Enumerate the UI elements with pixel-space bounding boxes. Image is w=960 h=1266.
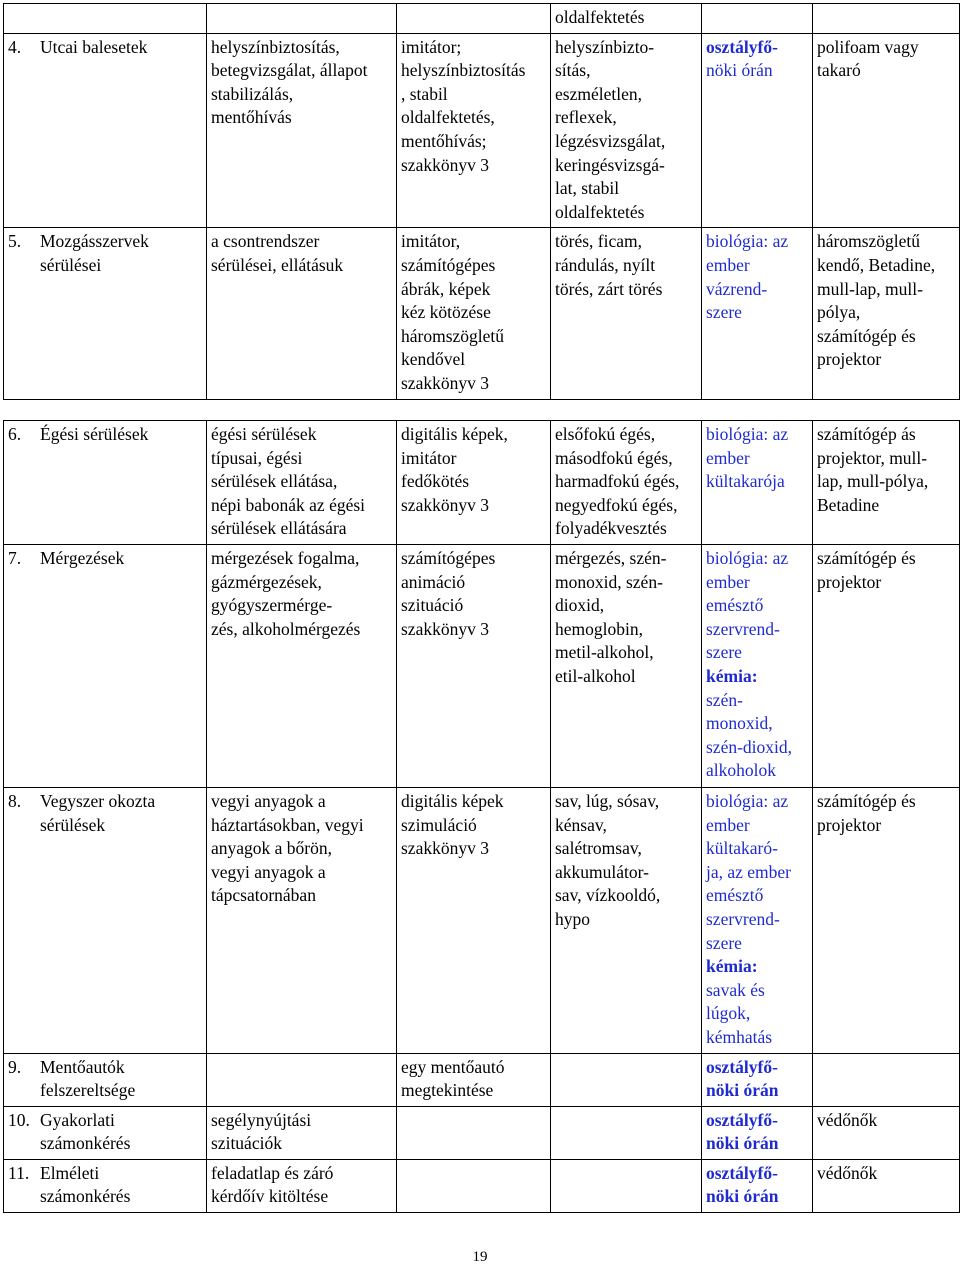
topic-cell [4, 1159, 207, 1212]
topic-cell [4, 787, 207, 1053]
equipment-line: háromszögletű [817, 231, 921, 252]
concepts-line: negyedfokú égés, [555, 494, 678, 515]
content-line: segélynyújtási [211, 1109, 312, 1130]
content-line: sérülések ellátása, [211, 471, 338, 492]
concepts-line: etil-alkohol [555, 665, 636, 686]
tools-line: számítógépes [401, 254, 496, 275]
tools-line: számítógépes [401, 547, 496, 568]
content-cell [207, 4, 397, 34]
content-line: vegyi anyagok a [211, 790, 326, 811]
tools-cell [397, 787, 551, 1053]
connections-line: osztályfő- [706, 36, 778, 57]
topic-cell [4, 4, 207, 34]
concepts-line: salétromsav, [555, 838, 642, 859]
equipment-line: projektor [817, 571, 882, 592]
connections-cell [702, 228, 813, 399]
content-line: típusai, égési [211, 447, 303, 468]
concepts-cell [551, 33, 702, 228]
tools-line: megtekintése [401, 1080, 494, 1101]
tools-cell [397, 4, 551, 34]
concepts-line: sav, vízkooldó, [555, 885, 661, 906]
tools-line: oldalfektetés, [401, 107, 495, 128]
content-line: stabilizálás, [211, 83, 294, 104]
row-number: 8. [8, 790, 22, 811]
connections-line: biológia: az [706, 231, 789, 252]
tools-line: ábrák, képek [401, 278, 491, 299]
topic-cell [4, 544, 207, 787]
tools-line: mentőhívás; [401, 130, 487, 151]
row-number: 11. [8, 1162, 30, 1183]
content-cell [207, 544, 397, 787]
content-line: gázmérgezések, [211, 571, 322, 592]
equipment-line: védőnők [817, 1162, 878, 1183]
tools-line: szakkönyv 3 [401, 838, 489, 859]
connections-line: szervrend- [706, 908, 780, 929]
tools-line: helyszínbiztosítás [401, 60, 526, 81]
connections-line: osztályfő- [706, 1056, 778, 1077]
equipment-line: takaró [817, 60, 861, 81]
row-number: 5. [8, 231, 22, 252]
table-row [4, 228, 960, 399]
connections-cell [702, 787, 813, 1053]
concepts-line: sav, lúg, sósav, [555, 790, 660, 811]
topic-line [8, 423, 203, 447]
concepts-line: törés, zárt törés [555, 278, 663, 299]
topic-line [8, 790, 203, 814]
content-line: kérdőív kitöltése [211, 1186, 329, 1207]
topic-text: Utcai balesetek [40, 36, 148, 57]
tools-cell [397, 1106, 551, 1159]
equipment-line: mull-lap, mull- [817, 278, 923, 299]
topic-line [8, 547, 203, 571]
tools-line: digitális képek, [401, 424, 508, 444]
equipment-cell [813, 787, 960, 1053]
connections-cell [702, 421, 813, 545]
curriculum-table-top [3, 3, 960, 400]
connections-line: kémia: [706, 956, 758, 977]
connections-line: nöki órán [706, 1080, 779, 1101]
content-cell [207, 1159, 397, 1212]
tools-line: szituáció [401, 595, 464, 616]
equipment-line: projektor, mull- [817, 447, 928, 468]
equipment-line: projektor [817, 349, 882, 370]
connections-line: savak és [706, 979, 765, 1000]
tools-line: szakkönyv 3 [401, 618, 489, 639]
table-row [4, 544, 960, 787]
topic-cell [4, 228, 207, 399]
concepts-line: harmadfokú égés, [555, 471, 680, 492]
content-line: sérülései, ellátásuk [211, 254, 344, 275]
connections-line: ja, az ember [706, 861, 792, 882]
topic-text: Mérgezések [40, 547, 125, 568]
connections-line: biológia: az [706, 547, 789, 568]
content-cell [207, 787, 397, 1053]
content-cell [207, 1106, 397, 1159]
tools-line: digitális képek [401, 790, 504, 811]
content-line: szituációk [211, 1133, 282, 1154]
concepts-line: sítás, [555, 60, 591, 81]
content-line: feladatlap és záró [211, 1162, 334, 1183]
connections-line: lúgok, [706, 1003, 751, 1024]
connections-cell [702, 1106, 813, 1159]
concepts-cell [551, 421, 702, 545]
connections-line: biológia: az [706, 790, 789, 811]
concepts-line: elsőfokú égés, [555, 424, 656, 444]
tools-line: szakkönyv 3 [401, 154, 489, 175]
table-row [4, 33, 960, 228]
concepts-line: akkumulátor- [555, 861, 649, 882]
tools-line: imitátor; [401, 36, 462, 57]
equipment-cell [813, 228, 960, 399]
equipment-cell [813, 1159, 960, 1212]
topic-line [8, 1185, 203, 1209]
topic-text: Elméleti [40, 1162, 100, 1183]
topic-cell [4, 421, 207, 545]
content-line: népi babonák az égési [211, 494, 366, 515]
topic-line [8, 1079, 203, 1103]
connections-line: ember [706, 254, 750, 275]
row-number: 6. [8, 424, 22, 444]
content-cell [207, 1053, 397, 1106]
row-number: 7. [8, 547, 22, 568]
content-line: helyszínbiztosítás, [211, 36, 340, 57]
content-line: tápcsatornában [211, 885, 316, 906]
concepts-line: rándulás, nyílt [555, 254, 656, 275]
topic-line [8, 1056, 203, 1080]
concepts-line: eszméletlen, [555, 83, 642, 104]
connections-line: osztályfő- [706, 1162, 778, 1183]
content-cell [207, 228, 397, 399]
concepts-cell [551, 1106, 702, 1159]
connections-line: kültakarója [706, 471, 785, 492]
topic-line [8, 230, 203, 254]
concepts-line: mérgezés, szén- [555, 547, 667, 568]
tools-cell [397, 1159, 551, 1212]
concepts-line: másodfokú égés, [555, 447, 673, 468]
connections-line: ember [706, 571, 750, 592]
topic-text: Égési sérülések [40, 424, 149, 444]
topic-line [8, 814, 203, 838]
topic-text: sérülései [40, 254, 102, 275]
equipment-line: projektor [817, 814, 882, 835]
equipment-line: polifoam vagy [817, 36, 919, 57]
connections-cell [702, 4, 813, 34]
connections-line: nöki órán [706, 60, 773, 81]
topic-text: Gyakorlati [40, 1109, 115, 1130]
connections-line: ember [706, 447, 750, 468]
tools-line: szimuláció [401, 814, 477, 835]
connections-line: kémia: [706, 665, 758, 686]
row-number: 4. [8, 36, 22, 57]
concepts-cell [551, 1053, 702, 1106]
equipment-line: védőnők [817, 1109, 878, 1130]
content-line: anyagok a bőrön, [211, 838, 333, 859]
tools-line: kendővel [401, 349, 466, 370]
connections-line: nöki órán [706, 1186, 779, 1207]
table-row [4, 4, 960, 34]
concepts-line: reflexek, [555, 107, 617, 128]
connections-line: kémhatás [706, 1026, 773, 1047]
topic-text: számonkérés [40, 1133, 131, 1154]
tools-line: imitátor [401, 447, 457, 468]
topic-text: felszereltsége [40, 1080, 136, 1101]
tools-line: szakkönyv 3 [401, 372, 489, 393]
concepts-line: metil-alkohol, [555, 642, 654, 663]
connections-line: emésztő [706, 595, 764, 616]
connections-line: emésztő [706, 885, 764, 906]
row-number: 10. [8, 1109, 30, 1130]
equipment-cell [813, 544, 960, 787]
curriculum-table-bottom [3, 420, 960, 1213]
tools-line: szakkönyv 3 [401, 494, 489, 515]
equipment-cell [813, 421, 960, 545]
concepts-cell [551, 4, 702, 34]
concepts-line: kénsav, [555, 814, 607, 835]
tools-cell [397, 228, 551, 399]
concepts-line: hypo [555, 908, 590, 929]
concepts-line: oldalfektetés [555, 201, 645, 222]
equipment-line: számítógép és [817, 325, 916, 346]
topic-text: Mentőautók [40, 1056, 125, 1077]
topic-text: Mozgásszervek [40, 231, 149, 252]
topic-text: számonkérés [40, 1186, 131, 1207]
equipment-line: számítógép és [817, 547, 916, 568]
page-number: 19 [472, 1249, 488, 1265]
topic-line [8, 254, 203, 278]
concepts-cell [551, 787, 702, 1053]
tools-line: kéz kötözése [401, 302, 491, 323]
topic-cell [4, 1106, 207, 1159]
connections-line: szervrend- [706, 618, 780, 639]
content-line: vegyi anyagok a [211, 861, 326, 882]
content-cell [207, 421, 397, 545]
equipment-line: pólya, [817, 302, 861, 323]
topic-cell [4, 33, 207, 228]
connections-line: szere [706, 302, 742, 323]
connections-cell [702, 544, 813, 787]
connections-line: monoxid, [706, 713, 773, 734]
tools-line: animáció [401, 571, 466, 592]
content-line: sérülések ellátására [211, 518, 347, 539]
content-line: zés, alkoholmérgezés [211, 618, 361, 639]
tools-line: egy mentőautó [401, 1056, 505, 1077]
equipment-line: Betadine [817, 494, 880, 515]
connections-line: vázrend- [706, 278, 768, 299]
connections-line: kültakaró- [706, 838, 778, 859]
tools-line: , stabil [401, 83, 448, 104]
concepts-cell [551, 544, 702, 787]
connections-cell [702, 1053, 813, 1106]
content-line: háztartásokban, vegyi [211, 814, 364, 835]
content-line: betegvizsgálat, állapot [211, 60, 368, 81]
equipment-cell [813, 33, 960, 228]
connections-line: szere [706, 642, 742, 663]
content-cell [207, 33, 397, 228]
topic-text: Vegyszer okozta [40, 790, 156, 811]
concepts-cell [551, 1159, 702, 1212]
content-line: a csontrendszer [211, 231, 320, 252]
equipment-cell [813, 1106, 960, 1159]
topic-line [8, 1132, 203, 1156]
tools-cell [397, 33, 551, 228]
tools-line: fedőkötés [401, 471, 470, 492]
connections-line: osztályfő- [706, 1109, 778, 1130]
connections-line: biológia: az [706, 424, 789, 444]
concepts-line: keringésvizsgá- [555, 154, 665, 175]
content-line: gyógyszermérge- [211, 595, 333, 616]
topic-line [8, 1162, 203, 1186]
concepts-cell [551, 228, 702, 399]
tools-line: imitátor, [401, 231, 461, 252]
connections-line: szén-dioxid, [706, 736, 793, 757]
topic-line [8, 36, 203, 60]
row-number: 9. [8, 1056, 22, 1077]
connections-line: nöki órán [706, 1133, 779, 1154]
table-row [4, 1106, 960, 1159]
concepts-line: lat, stabil [555, 178, 620, 199]
connections-line: alkoholok [706, 760, 776, 781]
equipment-cell [813, 4, 960, 34]
equipment-cell [813, 1053, 960, 1106]
concepts-line: helyszínbizto- [555, 36, 655, 57]
table-row [4, 1053, 960, 1106]
tools-line: háromszögletű [401, 325, 505, 346]
concepts-line: monoxid, szén- [555, 571, 663, 592]
equipment-line: számítógép ás [817, 424, 916, 444]
table-row [4, 421, 960, 545]
content-line: égési sérülések [211, 424, 317, 444]
concepts-line: dioxid, [555, 595, 605, 616]
tools-cell [397, 544, 551, 787]
concepts-line: hemoglobin, [555, 618, 643, 639]
concepts-line: törés, ficam, [555, 231, 642, 252]
concepts-line: oldalfektetés [555, 7, 645, 27]
tools-cell [397, 421, 551, 545]
connections-line: szere [706, 932, 742, 953]
topic-text: sérülések [40, 814, 106, 835]
topic-cell [4, 1053, 207, 1106]
topic-line [8, 1109, 203, 1133]
concepts-line: folyadékvesztés [555, 518, 667, 539]
content-line: mentőhívás [211, 107, 292, 128]
equipment-line: kendő, Betadine, [817, 254, 936, 275]
concepts-line: légzésvizsgálat, [555, 130, 666, 151]
equipment-line: lap, mull-pólya, [817, 471, 929, 492]
equipment-line: számítógép és [817, 790, 916, 811]
table-row [4, 787, 960, 1053]
table-row [4, 1159, 960, 1212]
connections-line: szén- [706, 689, 743, 710]
content-line: mérgezések fogalma, [211, 547, 360, 568]
connections-line: ember [706, 814, 750, 835]
connections-cell [702, 1159, 813, 1212]
connections-cell [702, 33, 813, 228]
tools-cell [397, 1053, 551, 1106]
